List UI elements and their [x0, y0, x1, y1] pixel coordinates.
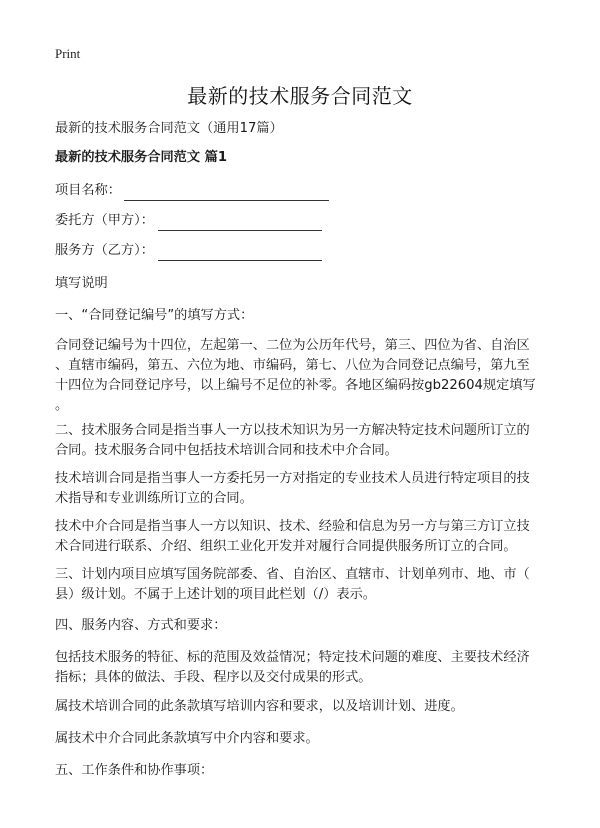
paragraph-line: 县）级计划。不属于上述计划的项目此栏划（/）表示。: [55, 587, 376, 602]
paragraph-line: 合同。技术服务合同中包括技术培训合同和技术中介合同。: [55, 443, 398, 458]
paragraph-line: 、直辖市编码，第五、六位为地、市编码，第七、八位为合同登记点编号，第九至: [55, 358, 530, 373]
paragraph-section-1-heading: [55, 306, 555, 326]
paragraph-section-3: [55, 565, 555, 605]
print-link[interactable]: Print: [55, 46, 81, 61]
party-a-blank: [158, 214, 322, 231]
paragraph-line: 合同登记编号为十四位，左起第一、二位为公历年代号，第三、四位为省、自治区: [55, 338, 530, 353]
document-subtitle: 最新的技术服务合同范文（通用17篇）: [55, 121, 283, 136]
paragraph-line: 技术中介合同是指当事人一方以知识、技术、经验和信息为另一方与第三方订立技: [55, 519, 530, 534]
paragraph-section-5-heading: [55, 761, 555, 781]
field-client-party-a: [55, 211, 322, 231]
paragraph-line: 四、服务内容、方式和要求：: [55, 618, 227, 633]
paragraph-line: 十四位为合同登记序号，以上编号不足位的补零。各地区编码按gb22604规定填写: [55, 378, 536, 393]
paragraph-training-clause: [55, 697, 555, 717]
paragraph-line: 。: [55, 398, 69, 413]
page-title: 最新的技术服务合同范文: [187, 84, 413, 108]
paragraph-line: 二、技术服务合同是指当事人一方以技术知识为另一方解决特定技术问题所订立的: [55, 423, 530, 438]
paragraph-line: 三、计划内项目应填写国务院部委、省、自治区、直辖市、计划单列市、地、市（: [55, 567, 530, 582]
paragraph-section-4-heading: [55, 616, 555, 636]
field-label: 项目名称：: [55, 183, 121, 198]
paragraph-line: 填写说明: [55, 276, 108, 291]
paragraph-line: 指标；具体的做法、手段、程序以及交付成果的形式。: [55, 670, 372, 685]
paragraph-line: 属技术培训合同的此条款填写培训内容和要求，以及培训计划、进度。: [55, 699, 464, 714]
field-label: 委托方（甲方）：: [55, 213, 154, 228]
paragraph-section-2: [55, 421, 555, 461]
field-project-name: [55, 181, 329, 201]
project-name-blank: [124, 184, 329, 201]
field-label: 服务方（乙方）：: [55, 243, 154, 258]
paragraph-line: 包括技术服务的特征、标的范围及效益情况；特定技术问题的难度、主要技术经济: [55, 650, 530, 665]
paragraph-line: 五、工作条件和协作事项：: [55, 763, 214, 778]
paragraph-line: 属技术中介合同此条款填写中介内容和要求。: [55, 731, 319, 746]
paragraph-line: 术合同进行联系、介绍、组织工业化开发并对履行合同提供服务所订立的合同。: [55, 539, 517, 554]
party-b-blank: [158, 244, 322, 261]
paragraph-intermediary-clause: [55, 729, 555, 749]
paragraph-fill-instructions: [55, 274, 555, 294]
paragraph-service-content: [55, 648, 555, 688]
paragraph-registration-number: [55, 336, 555, 416]
section-heading: 最新的技术服务合同范文 篇1: [55, 150, 228, 165]
paragraph-training-contract: [55, 469, 555, 509]
paragraph-intermediary-contract: [55, 517, 555, 557]
paragraph-line: 技术培训合同是指当事人一方委托另一方对指定的专业技术人员进行特定项目的技: [55, 471, 530, 486]
field-provider-party-b: [55, 241, 322, 261]
paragraph-line: 术指导和专业训练所订立的合同。: [55, 491, 253, 506]
paragraph-line: 一、“合同登记编号”的填写方式：: [55, 308, 254, 323]
